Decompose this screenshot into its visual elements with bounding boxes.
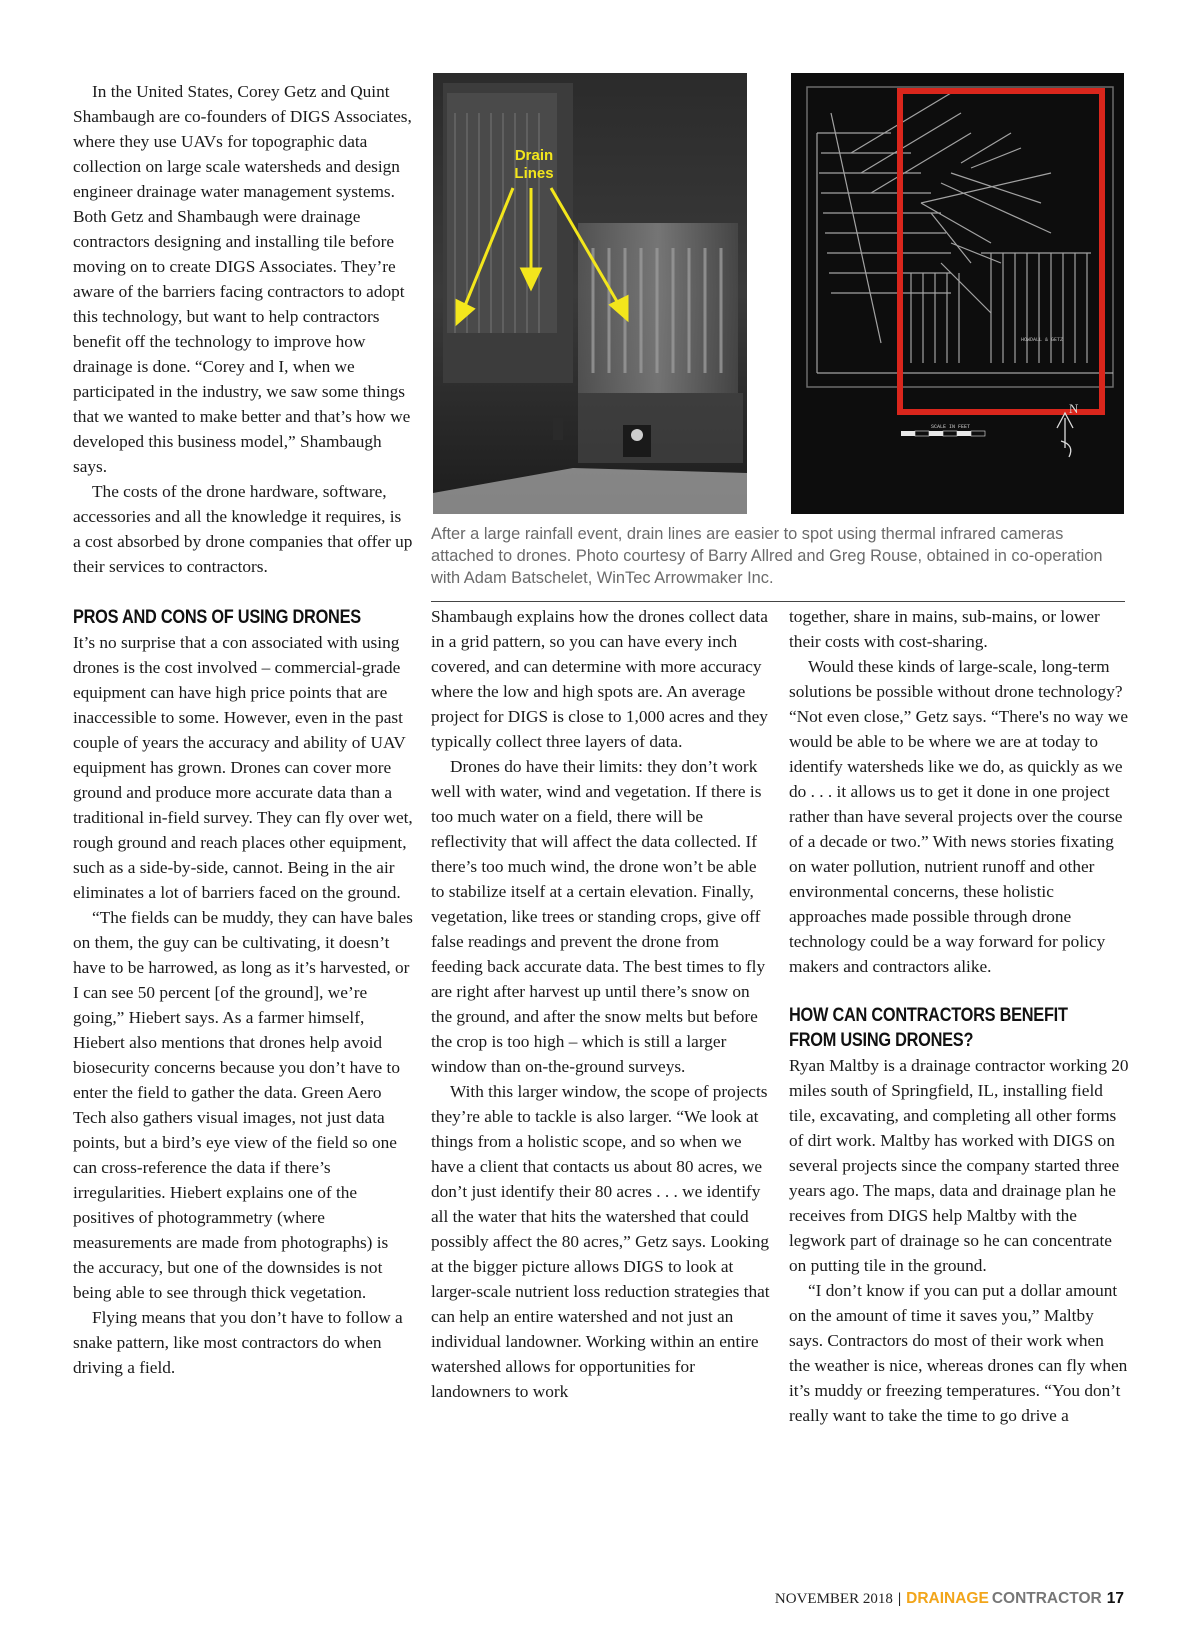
left-column [73, 79, 413, 1380]
right-paragraph-4: “I don’t know if you can put a dollar amount on the amount of time it saves you,” Maltby says. Contractors do most of their work when the weather is nice, whereas drones can fly when it’s muddy or freezing temperatures. “You don’t really want to take the time to go drive a [789, 1281, 1128, 1425]
middle-column [431, 604, 771, 1404]
left-paragraph-5: Flying means that you don’t have to follow a snake pattern, like most contractors do when driving a field. [73, 1308, 403, 1377]
middle-paragraph-2: Drones do have their limits: they don’t work well with water, wind and vegetation. If there is too much water on a field, there will be reflectivity that will affect the data collected. If there’s too much wind, the drone won’t be able to stabilize itself at a certain elevation. Finally, vegetation, like trees or standing crops, give off false readings and prevent the drone from feeding back accurate data. The best times to fly are right after harvest up until there’s snow on the ground, and after the snow melts but before the crop is too high – which is still a larger window than on-the-ground surveys. [431, 757, 766, 1076]
caption-divider [431, 601, 1125, 602]
footer-separator: | [897, 1591, 902, 1607]
left-paragraph-3: It’s no surprise that a con associated with using drones is the cost involved – commercial-grade equipment can have high price points that are inaccessible to some. However, even in the past couple of years the accuracy and ability of UAV equipment has grown. Drones can cover more ground and produce more accurate data than a traditional in-field survey. They can fly over wet, rough ground and reach places other equipment, such as a side-by-side, cannot. Being in the air eliminates a lot of barriers faced on the ground. [73, 633, 413, 902]
footer-brand-contractor: CONTRACTOR [991, 1590, 1102, 1607]
middle-paragraph-1: Shambaugh explains how the drones collect data in a grid pattern, so you can have every inch covered, and can determine with more accuracy where the low and high spots are. An average project for DIGS is close to 1,000 acres and they typically collect three layers of data. [431, 607, 768, 751]
middle-paragraph-3: With this larger window, the scope of projects they’re able to tackle is also larger. “We look at things from a holistic scope, and so when we have a client that contacts us about 80 acres, we don’t just identify their 80 acres . . . we identify all the water that hits the watershed that could possibly affect the 80 acres,” Getz says. Looking at the bigger picture allows DIGS to look at larger-scale nutrient loss reduction strategies that can help an entire watershed and not just an individual landowner. Working within an entire watershed allows for opportunities for landowners to work [431, 1082, 770, 1401]
thermal-drone-photo [433, 73, 747, 514]
footer-date: NOVEMBER 2018 [774, 1591, 893, 1607]
right-paragraph-3: Ryan Maltby is a drainage contractor working 20 miles south of Springfield, IL, installing field tile, excavating, and completing all other forms of dirt work. Maltby has worked with DIGS on several projects since the company started three years ago. The maps, data and drainage plan he receives from DIGS help Maltby with the legwork part of drainage so he can concentrate on putting tile in the ground. [789, 1056, 1129, 1275]
drain-lines-label: Drain Lines [514, 147, 554, 182]
left-paragraph-4: “The fields can be muddy, they can have bales on them, the guy can be cultivating, it doesn’t have to be harrowed, as long as it’s harvested, or I can see 50 percent [of the ground], we’re going,” Hiebert says. As a farmer himself, Hiebert also mentions that drones help avoid biosecurity concerns because you don’t have to enter the field to gather the data. Green Aero Tech also gathers visual images, not just data points, but a bird’s eye view of the field so one can cross-reference the data if there’s irregularities. Hiebert explains one of the positives of photogrammetry (where measurements are made from photographs) is the accuracy, but one of the downsides is not being able to see through thick vegetation. [73, 908, 413, 1302]
drainage-plan-graphic [791, 73, 1124, 514]
right-column [789, 604, 1129, 1428]
footer-brand-drainage: DRAINAGE [906, 1590, 989, 1607]
left-paragraph-1: In the United States, Corey Getz and Quint Shambaugh are co-founders of DIGS Associates, where they use UAVs for topographic data collection on large scale watersheds and design engineer drainage water management systems. Both Getz and Shambaugh were drainage contractors designing and installing tile before moving on to create DIGS Associates. They’re aware of the barriers facing contractors to adopt this technology, but want to help contractors benefit off the technology to improve how drainage is done. “Corey and I, when we participated in the industry, we saw some things that we wanted to make better and that’s how we developed this business model,” Shambaugh says. [73, 82, 412, 476]
left-paragraph-2: The costs of the drone hardware, software, accessories and all the knowledge it requires, is a cost absorbed by drone companies that offer up their services to contractors. [73, 482, 413, 576]
section-heading-pros-cons: PROS AND CONS OF USING DRONES [73, 607, 361, 628]
page-footer [775, 1590, 1124, 1608]
right-paragraph-1: together, share in mains, sub-mains, or lower their costs with cost-sharing. [789, 607, 1100, 651]
page-number: 17 [1106, 1590, 1124, 1607]
map-annotation: HOWDALL & GETZ [1021, 337, 1064, 343]
right-paragraph-2: Would these kinds of large-scale, long-term solutions be possible without drone technology? “Not even close,” Getz says. “There's no way we would be able to be where we are at today to identify watersheds like we do, as quickly as we do . . . it allows us to get it done in one project rather than have several projects over the course of a decade or two.” With news stories fixating on water pollution, nutrient runoff and other environmental concerns, these holistic approaches made possible through drone technology could be a way forward for policy makers and contractors alike. [789, 657, 1129, 976]
north-label: N [1069, 401, 1079, 416]
drainage-plan-map [791, 73, 1124, 514]
section-heading-contractors-benefit: HOW CAN CONTRACTORS BENEFIT FROM USING DRONES? [789, 1005, 1068, 1051]
svg-text:SCALE IN FEET: SCALE IN FEET [931, 424, 971, 430]
photo-caption: After a large rainfall event, drain lines are easier to spot using thermal infrared cameras attached to drones. Photo courtesy of Barry Allred and Greg Rouse, obtained in co-operation with Adam Batschelet, WinTec Arrowmaker Inc. [431, 525, 1103, 587]
thermal-image-graphic [433, 73, 747, 514]
